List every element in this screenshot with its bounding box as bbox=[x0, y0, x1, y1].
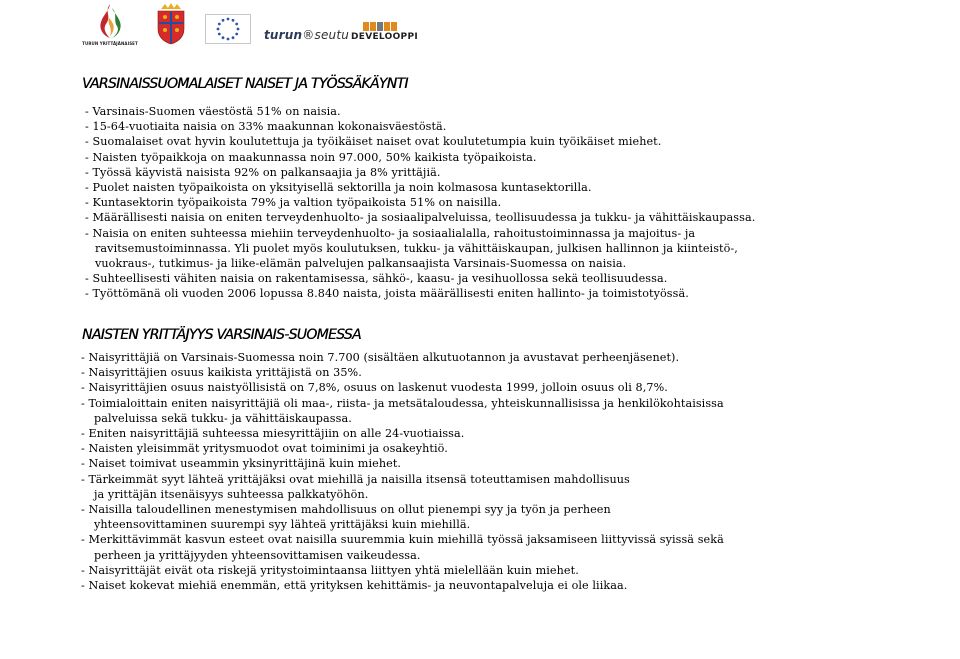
list-item-text: - Naisyrittäjät eivät ota riskejä yritystoimintaansa liittyen yhtä mielellään kuin miehet. bbox=[81, 563, 579, 577]
list-item-continuation: ravitsemustoiminnassa. Yli puolet myös koulutuksen, tukku- ja vähittäiskaupan, julkisen hallinnon ja kiinteistö-, bbox=[95, 241, 738, 255]
list-item-text: - Naiset kokevat miehiä enemmän, että yrityksen kehittämis- ja neuvontapalveluja ei ole liikaa. bbox=[81, 579, 628, 593]
list-item-continuation: yhteensovittaminen suurempi syy lähteä yrittäjäksi kuin miehillä. bbox=[94, 518, 471, 532]
eu-stars-icon bbox=[205, 14, 251, 44]
list-item bbox=[81, 365, 724, 380]
turunseutu-logo-text-b: ®seutu bbox=[302, 28, 350, 42]
section-title-tyossakaynti: VARSINAISSUOMALAISET NAISET JA TYÖSSÄKÄYNTI bbox=[82, 76, 408, 92]
list-item bbox=[85, 119, 755, 134]
list-item-text: - Puolet naisten työpaikoista on yksityisellä sektorilla ja noin kolmasosa kuntasektorilla. bbox=[85, 181, 592, 195]
list-item-text: - Tärkeimmät syyt lähteä yrittäjäksi ovat miehillä ja naisilla itsensä toteuttamisen mahdollisuus bbox=[81, 472, 630, 486]
list-item bbox=[81, 563, 724, 578]
turun-yrittajanaiset-logo bbox=[82, 2, 138, 48]
list-item-text: - Naiset toimivat useammin yksinyrittäjinä kuin miehet. bbox=[81, 457, 402, 471]
list-item-continuation: ja yrittäjän itsenäisyys suhteessa palkkatyöhön. bbox=[94, 487, 369, 501]
list-item-text: - Eniten naisyrittäjiä suhteessa miesyrittäjiin on alle 24-vuotiaissa. bbox=[81, 427, 465, 441]
list-item-text: - Työssä käyvistä naisista 92% on palkansaajia ja 8% yrittäjiä. bbox=[85, 165, 441, 179]
list-item bbox=[85, 180, 755, 195]
tyossakaynti-list bbox=[85, 104, 755, 302]
list-item bbox=[85, 271, 755, 286]
list-item-text: - Naisilla taloudellinen menestymisen mahdollisuus on ollut pienempi syy ja työn ja perheen bbox=[81, 503, 611, 517]
list-item bbox=[81, 578, 724, 593]
turunseutu-logo bbox=[264, 28, 349, 46]
list-item-text: - Naisyrittäjien osuus naistyöllisistä on 7,8%, osuus on laskenut vuodesta 1999, jolloin osuus oli 8,7%. bbox=[81, 381, 668, 395]
list-item-text: - Naisyrittäjiä on Varsinais-Suomessa noin 7.700 (sisältäen alkutuotannon ja avustavat perheenjäsenet). bbox=[81, 351, 680, 364]
list-item bbox=[81, 472, 724, 502]
list-item bbox=[85, 104, 755, 119]
eu-flag-logo bbox=[205, 14, 251, 44]
turunseutu-logo-text-a: turun bbox=[264, 28, 303, 42]
list-item-continuation: palveluissa sekä tukku- ja vähittäiskaupassa. bbox=[94, 411, 352, 425]
logo-bar bbox=[0, 0, 960, 52]
list-item bbox=[85, 150, 755, 165]
list-item bbox=[81, 532, 724, 562]
list-item bbox=[85, 134, 755, 149]
coat-of-arms-icon bbox=[156, 3, 186, 45]
list-item-text: - Naisten yleisimmät yritysmuodot ovat toiminimi ja osakeyhtiö. bbox=[81, 442, 448, 456]
list-item bbox=[81, 350, 724, 365]
list-item-text: - Varsinais-Suomen väestöstä 51% on naisia. bbox=[85, 105, 341, 118]
list-item-text: - Merkittävimmät kasvun esteet ovat naisilla suuremmia kuin miehillä työssä jaksamiseen liittyvissä syissä sekä bbox=[81, 533, 724, 547]
list-item-text: - Kuntasektorin työpaikoista 79% ja valtion työpaikoista 51% on naisilla. bbox=[85, 196, 502, 210]
develooppi-bars-icon bbox=[363, 22, 407, 31]
list-item-text: - Suhteellisesti vähiten naisia on rakentamisessa, sähkö-, kaasu- ja vesihuollossa sekä teollisuudessa. bbox=[85, 272, 668, 286]
develooppi-logo bbox=[351, 22, 418, 46]
list-item-text: - 15-64-vuotiaita naisia on 33% maakunnan kokonaisväestöstä. bbox=[85, 120, 447, 134]
list-item bbox=[81, 396, 724, 426]
list-item bbox=[81, 502, 724, 532]
section-title-yrittajyys: NAISTEN YRITTÄJYYS VARSINAIS-SUOMESSA bbox=[82, 327, 361, 343]
list-item-text: - Toimialoittain eniten naisyrittäjiä oli maa-, riista- ja metsätaloudessa, yhteiskunnallisissa ja henkilökohtaisissa bbox=[81, 396, 724, 410]
list-item-text: - Naisia on eniten suhteessa miehiin terveydenhuolto- ja sosiaalialalla, rahoitustoiminnassa ja majoitus- ja bbox=[85, 226, 696, 240]
list-item bbox=[85, 226, 755, 272]
list-item-text: - Naisyrittäjien osuus kaikista yrittäjistä on 35%. bbox=[81, 366, 362, 380]
list-item-text: - Suomalaiset ovat hyvin koulutettuja ja työikäiset naiset ovat koulutetumpia kuin työikäiset miehet. bbox=[85, 135, 662, 149]
list-item-text: - Työttömänä oli vuoden 2006 lopussa 8.840 naista, joista määrällisesti eniten hallinto- ja toimistotyössä. bbox=[85, 287, 689, 301]
list-item-continuation: vuokraus-, tutkimus- ja liike-elämän palvelujen palkansaajista Varsinais-Suomessa on naisia. bbox=[95, 257, 627, 271]
list-item bbox=[85, 165, 755, 180]
list-item bbox=[85, 210, 755, 225]
logo-caption: TURUN YRITTÄJÄNAISET bbox=[82, 41, 138, 46]
list-item bbox=[81, 380, 724, 395]
list-item-continuation: perheen ja yrittäjyyden yhteensovittamisen vaikeudessa. bbox=[94, 548, 421, 562]
list-item bbox=[81, 426, 724, 441]
yrittajyys-list bbox=[81, 350, 724, 593]
list-item bbox=[85, 286, 755, 301]
list-item bbox=[81, 441, 724, 456]
list-item-text: - Naisten työpaikkoja on maakunnassa noin 97.000, 50% kaikista työpaikoista. bbox=[85, 150, 537, 164]
flame-icon bbox=[82, 2, 138, 40]
develooppi-logo-text: DEVELOOPPI bbox=[351, 32, 418, 42]
coat-of-arms-logo bbox=[156, 3, 186, 45]
list-item bbox=[81, 456, 724, 471]
list-item bbox=[85, 195, 755, 210]
list-item-text: - Määrällisesti naisia on eniten terveydenhuolto- ja sosiaalipalveluissa, teollisuudessa ja tukku- ja vähittäiskaupassa. bbox=[85, 211, 756, 225]
